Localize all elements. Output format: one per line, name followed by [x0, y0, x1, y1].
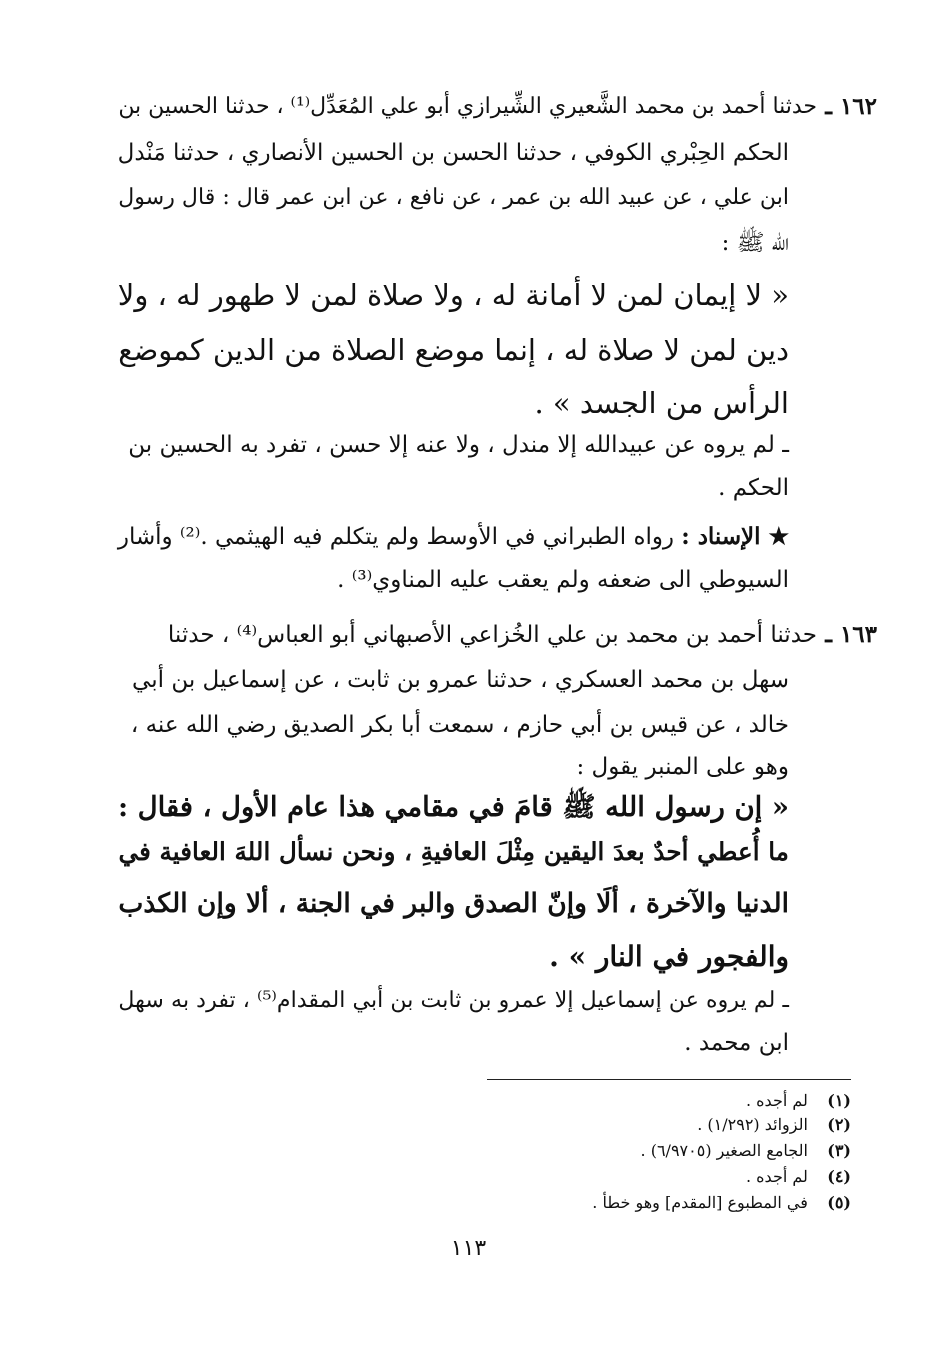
footnote-number: (٢) — [827, 1115, 851, 1134]
footnote-3 — [641, 1140, 851, 1162]
entry-162-line-4: الله ﷺ : — [721, 230, 789, 256]
entry-162-hadith-2: دين لمن لا صلاة له ، إنما موضع الصلاة من الدين كموضع — [118, 333, 789, 367]
entry-162-line-3: ابن علي ، عن عبيد الله بن عمر ، عن نافع ، عن ابن عمر قال : قال رسول — [118, 184, 789, 210]
entry-163-hadith-1: « إن رسول الله ﷺ قامَ في مقامي هذا عام الأول ، فقال : — [117, 791, 789, 823]
footnote-number: (١) — [827, 1091, 851, 1110]
footnote-text: لم أجده . — [746, 1091, 808, 1110]
footnote-text: في المطبوع [المقدم] وهو خطأ . — [592, 1193, 808, 1212]
footnote-number: (٥) — [827, 1193, 851, 1212]
footnote-4 — [746, 1166, 851, 1188]
isnad-label: ★ الإسناد : — [681, 523, 789, 550]
footnote-5 — [592, 1192, 851, 1214]
page-number: ١١٣ — [450, 1236, 487, 1261]
footnote-text: الزوائد (١/٢٩٢) . — [697, 1115, 808, 1134]
footnote-number: (٣) — [827, 1141, 851, 1160]
isnad-text: رواه الطبراني في الأوسط ولم يتكلم فيه الهيثمي .⁽²⁾ وأشار — [117, 524, 674, 550]
entry-163-hadith-3: الدنيا والآخرة ، ألَا وإنّ الصدق والبر في الجنة ، ألا وإن الكذب — [118, 888, 789, 919]
entry-163-note-1: ـ لم يروه عن إسماعيل إلا عمرو بن ثابت بن أبي المقدام⁽⁵⁾ ، تفرد به سهل — [118, 987, 789, 1013]
footnote-text: لم أجده . — [746, 1167, 808, 1186]
entry-162-line-1: حدثنا أحمد بن محمد الشَّعيري الشِّيرازي أبو علي المُعَدِّل⁽¹⁾ ، حدثنا الحسين بن — [118, 94, 817, 119]
entry-162-number: ١٦٢ ـ — [825, 93, 877, 120]
entry-162-line-2: الحكم الحِبْري الكوفي ، حدثنا الحسن بن الحسين الأنصاري ، حدثنا مَنْدل — [117, 140, 789, 166]
footnote-text: الجامع الصغير (٦/٩٧٠٥) . — [640, 1141, 808, 1160]
entry-162-hadith-1: « لا إيمان لمن لا أمانة له ، ولا صلاة لمن لا طهور له ، ولا — [117, 278, 789, 312]
entry-163-line-4: وهو على المنبر يقول : — [576, 754, 789, 780]
footnote-number: (٤) — [827, 1167, 851, 1186]
entry-163-hadith-4: والفجور في النار » . — [549, 940, 789, 973]
footnote-2 — [697, 1114, 851, 1136]
entry-162-isnad-line-1 — [118, 522, 789, 552]
footnote-1 — [746, 1090, 851, 1112]
entry-162-note-1: ـ لم يروه عن عبيدالله إلا مندل ، ولا عنه إلا حسن ، تفرد به الحسين بن — [128, 432, 789, 458]
entry-162-note-2: الحكم . — [718, 475, 789, 501]
entry-162-isnad-line-2: السيوطي الى ضعفه ولم يعقب عليه المناوي⁽³⁾ . — [337, 567, 789, 593]
entry-163-line-1: حدثنا أحمد بن محمد بن علي الخُزاعي الأصبهاني أبو العباس⁽⁴⁾ ، حدثنا — [167, 622, 817, 648]
footnote-separator — [487, 1079, 851, 1080]
entry-162-hadith-3: الرأس من الجسد » . — [534, 386, 789, 420]
entry-163-number: ١٦٣ ـ — [825, 621, 877, 648]
entry-163-line-2: سهل بن محمد العسكري ، حدثنا عمرو بن ثابت ، عن إسماعيل بن أبي — [132, 667, 789, 693]
entry-163-line-3: خالد ، عن قيس بن أبي حازم ، سمعت أبا بكر الصديق رضي الله عنه ، — [130, 712, 789, 738]
entry-163-note-2: ابن محمد . — [684, 1030, 789, 1056]
entry-163-hadith-2: ما أُعطي أحدٌ بعدَ اليقين مِثْلَ العافيةِ ، ونحن نسأل اللهَ العافية في — [118, 837, 789, 866]
